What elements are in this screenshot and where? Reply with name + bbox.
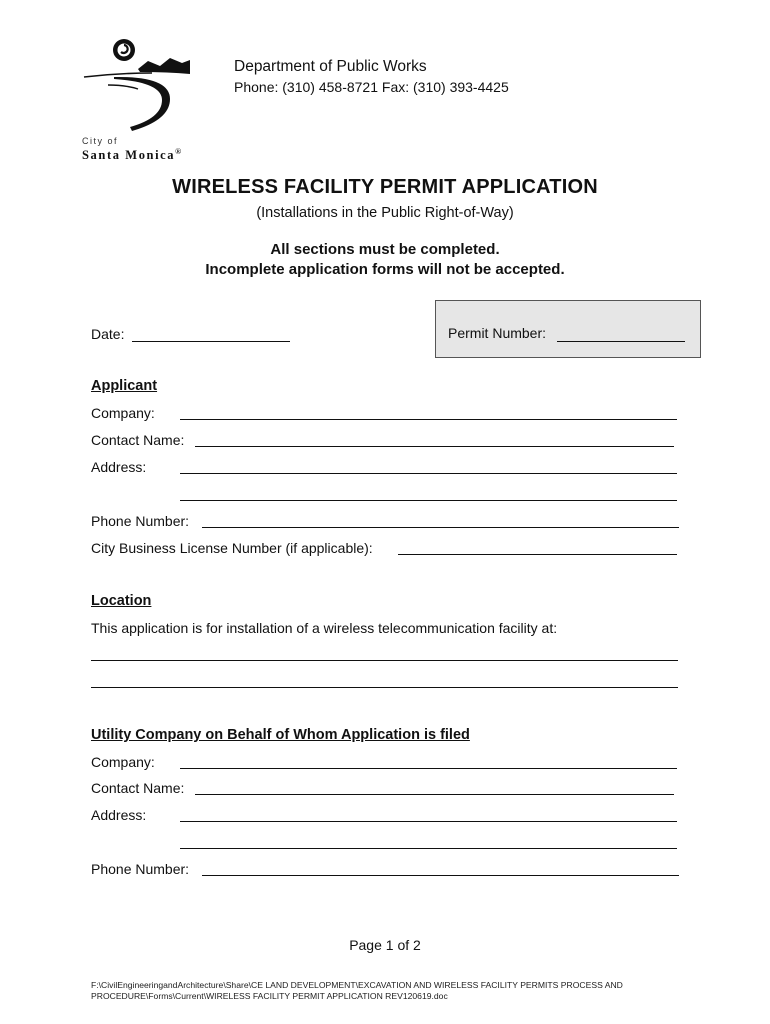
applicant-contact-name-label: Contact Name: xyxy=(91,432,185,448)
santa-monica-logo-icon xyxy=(78,32,208,132)
logo-city-name xyxy=(82,147,183,163)
department-contact: Phone: (310) 458-8721 Fax: (310) 393-4425 xyxy=(234,79,509,95)
utility-address-field-2[interactable] xyxy=(180,848,677,849)
utility-address-label: Address: xyxy=(91,807,147,823)
form-subtitle: (Installations in the Public Right-of-Way) xyxy=(256,205,514,221)
utility-company-label: Company: xyxy=(91,754,155,770)
utility-phone-field[interactable] xyxy=(202,875,679,876)
notice-complete: All sections must be completed. xyxy=(270,241,500,258)
footer-path-line-2: PROCEDURE\Forms\Current\WIRELESS FACILITY PERMIT APPLICATION REV120619.doc xyxy=(91,991,448,1001)
department-name: Department of Public Works xyxy=(234,58,427,75)
utility-heading: Utility Company on Behalf of Whom Application is filed xyxy=(91,727,470,743)
notice-incomplete: Incomplete application forms will not be accepted. xyxy=(205,261,565,278)
logo-city-name-text: Santa Monica xyxy=(82,148,176,163)
page-number: Page 1 of 2 xyxy=(349,937,421,953)
applicant-address-field-1[interactable] xyxy=(180,473,677,474)
applicant-phone-label: Phone Number: xyxy=(91,513,190,529)
form-title: WIRELESS FACILITY PERMIT APPLICATION xyxy=(172,176,598,198)
location-address-field-2[interactable] xyxy=(91,687,678,688)
permit-number-label: Permit Number: xyxy=(448,325,547,341)
utility-contact-name-field[interactable] xyxy=(195,794,674,795)
utility-address-field-1[interactable] xyxy=(180,821,677,822)
footer-path-line-1: F:\CivilEngineeringandArchitecture\Share\CE LAND DEVELOPMENT\EXCAVATION AND WIRELESS FACILITY PERMITS PROCESS AND xyxy=(91,980,623,990)
business-license-field[interactable] xyxy=(398,554,677,555)
registered-mark: ® xyxy=(175,147,183,156)
city-logo xyxy=(78,32,208,162)
permit-number-field[interactable] xyxy=(557,341,685,342)
logo-city-of: City of xyxy=(82,136,119,146)
permit-number-box xyxy=(435,300,701,358)
date-label: Date: xyxy=(91,326,125,342)
location-heading: Location xyxy=(91,593,152,609)
applicant-company-field[interactable] xyxy=(180,419,677,420)
utility-company-field[interactable] xyxy=(180,768,677,769)
date-field[interactable] xyxy=(132,341,290,342)
applicant-address-field-2[interactable] xyxy=(180,500,677,501)
footer-file-path xyxy=(91,980,691,1002)
applicant-contact-name-field[interactable] xyxy=(195,446,674,447)
location-description: This application is for installation of a wireless telecommunication facility at: xyxy=(91,620,558,636)
applicant-address-label: Address: xyxy=(91,459,147,475)
location-address-field-1[interactable] xyxy=(91,660,678,661)
utility-phone-label: Phone Number: xyxy=(91,861,190,877)
utility-contact-name-label: Contact Name: xyxy=(91,780,185,796)
applicant-phone-field[interactable] xyxy=(202,527,679,528)
business-license-label: City Business License Number (if applicable): xyxy=(91,540,373,556)
applicant-company-label: Company: xyxy=(91,405,155,421)
applicant-heading: Applicant xyxy=(91,378,158,394)
